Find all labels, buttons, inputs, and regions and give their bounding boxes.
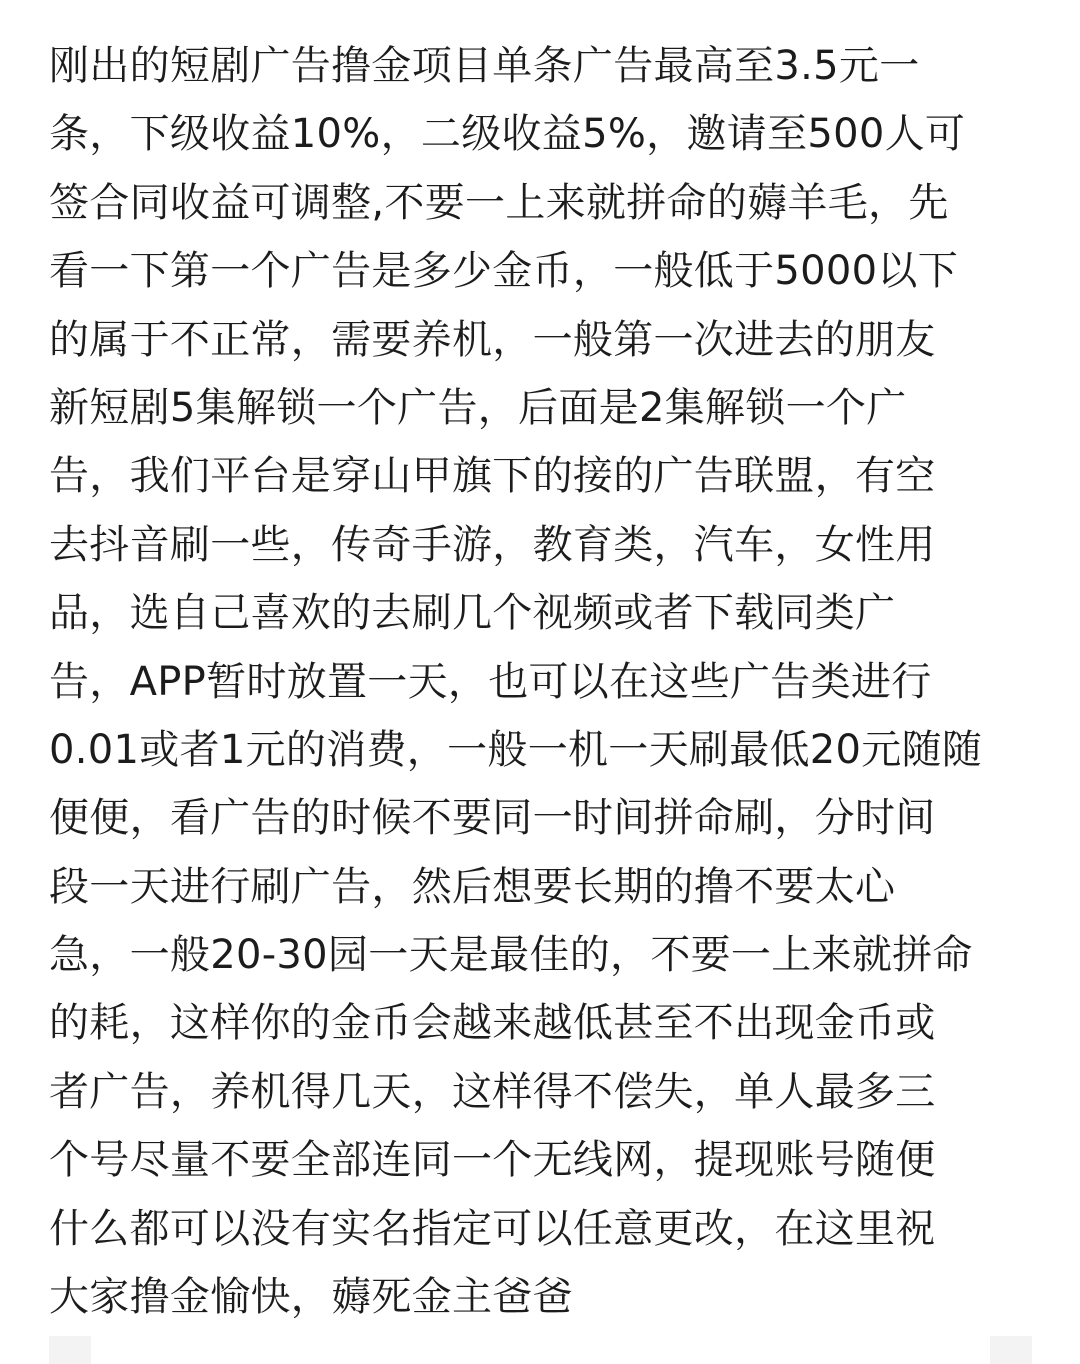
image-thumbnail-right-edge[interactable] [990, 1336, 1032, 1364]
post-text-line: 去抖音刷一些，传奇手游，教育类，汽车，女性用 [49, 521, 936, 568]
post-text-line: 签合同收益可调整,不要一上来就拼命的薅羊毛，先 [49, 179, 949, 226]
post-text-line: 者广告，养机得几天，这样得不偿失，单人最多三 [49, 1068, 936, 1115]
post-text-line: 告，APP暂时放置一天，也可以在这些广告类进行 [49, 658, 932, 705]
post-text-line: 大家撸金愉快，薅死金主爸爸 [49, 1274, 573, 1321]
post-text-line: 条，下级收益10%，二级收益5%，邀请至500人可 [49, 111, 966, 158]
post-text-line: 便便，看广告的时候不要同一时间拼命刷，分时间 [49, 795, 936, 842]
image-thumbnail-left-edge[interactable] [49, 1336, 91, 1364]
post-text-line: 品，选自己喜欢的去刷几个视频或者下载同类广 [49, 590, 896, 637]
post-text-line: 急，一般20-30园一天是最佳的，不要一上来就拼命 [49, 932, 973, 979]
post-text-line: 的属于不正常，需要养机，一般第一次进去的朋友 [49, 316, 936, 363]
post-text-line: 新短剧5集解锁一个广告，后面是2集解锁一个广 [49, 384, 907, 431]
post-text-line: 看一下第一个广告是多少金币，一般低于5000以下 [49, 248, 958, 295]
post-text-line: 0.01或者1元的消费，一般一机一天刷最低20元随随 [49, 726, 983, 773]
post-text-line: 段一天进行刷广告，然后想要长期的撸不要太心 [49, 863, 896, 910]
post-text-line: 刚出的短剧广告撸金项目单条广告最高至3.5元一 [49, 43, 920, 89]
post-text-line: 的耗，这样你的金币会越来越低甚至不出现金币或 [49, 1000, 936, 1047]
post-text-line: 告，我们平台是穿山甲旗下的接的广告联盟，有空 [49, 453, 936, 500]
post-body [49, 32, 1039, 1331]
post-text-line: 什么都可以没有实名指定可以任意更改，在这里祝 [49, 1205, 936, 1252]
post-text-line: 个号尽量不要全部连同一个无线网，提现账号随便 [49, 1137, 936, 1184]
